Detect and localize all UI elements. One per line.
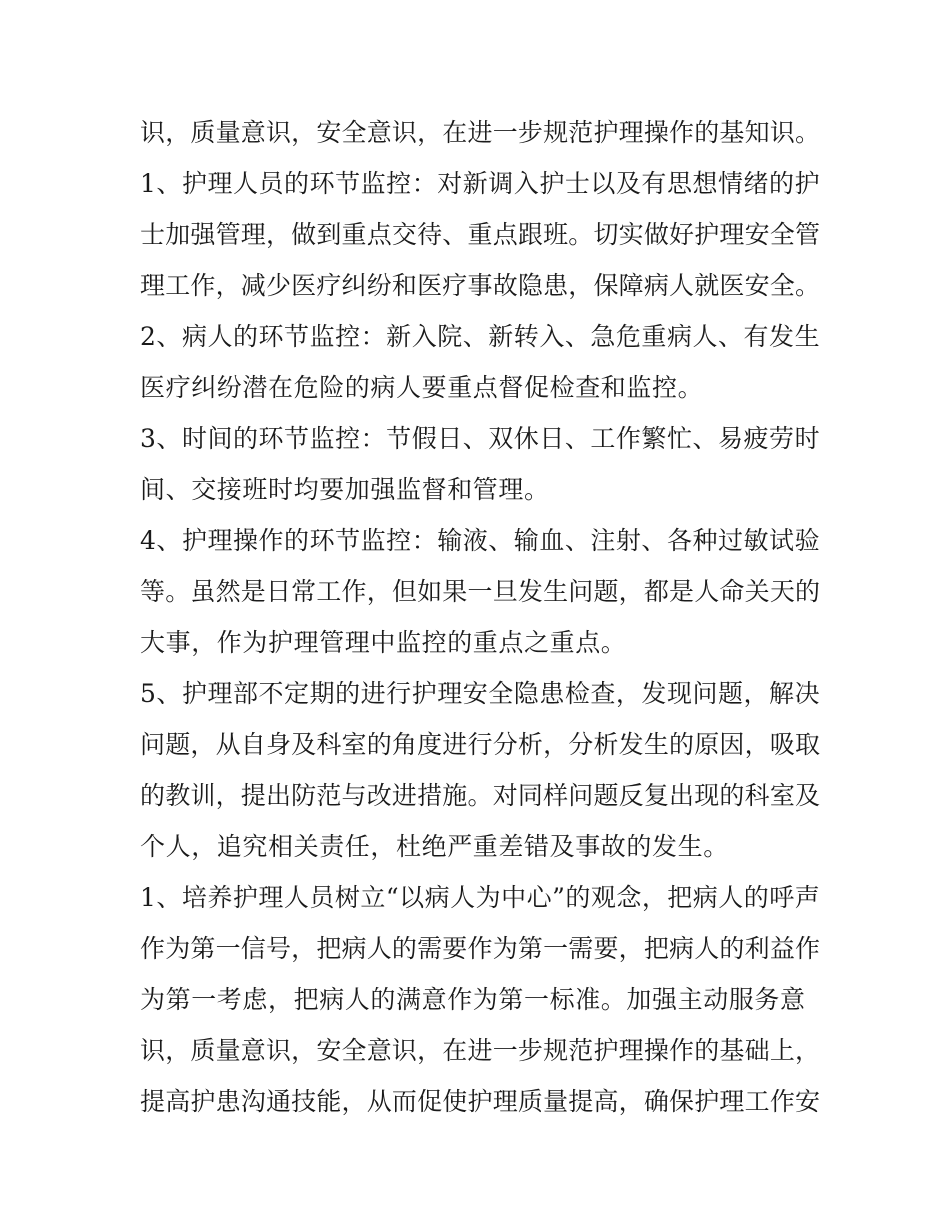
text-line: 1、培养护理人员树立“以病人为中心”的观念，把病人的呼声	[140, 883, 821, 912]
text-line: 提高护患沟通技能，从而促使护理质量提高，确保护理工作安	[140, 1087, 821, 1116]
text-line: 个人，追究相关责任，杜绝严重差错及事故的发生。	[140, 832, 729, 861]
text-line: 作为第一信号，把病人的需要作为第一需要，把病人的利益作	[140, 934, 821, 963]
text-line: 为第一考虑，把病人的满意作为第一标准。加强主动服务意	[140, 985, 806, 1014]
text-line: 理工作，减少医疗纠纷和医疗事故隐患，保障病人就医安全。	[140, 271, 821, 300]
text-line: 识，质量意识，安全意识，在进一步规范护理操作的基知识。	[140, 118, 821, 147]
text-line: 4、护理操作的环节监控：输液、输血、注射、各种过敏试验	[140, 526, 821, 555]
text-line: 间、交接班时均要加强监督和管理。	[140, 475, 550, 504]
body-text	[140, 107, 820, 1127]
text-line: 问题，从自身及科室的角度进行分析，分析发生的原因，吸取	[140, 730, 821, 759]
text-line: 1、护理人员的环节监控：对新调入护士以及有思想情绪的护	[140, 169, 821, 198]
text-line: 医疗纠纷潜在危险的病人要重点督促检查和监控。	[140, 373, 704, 402]
text-line: 识，质量意识，安全意识，在进一步规范护理操作的基础上，	[140, 1036, 821, 1065]
text-line: 2、病人的环节监控：新入院、新转入、急危重病人、有发生	[140, 322, 821, 351]
text-line: 士加强管理，做到重点交待、重点跟班。切实做好护理安全管	[140, 220, 821, 249]
text-line: 的教训，提出防范与改进措施。对同样问题反复出现的科室及	[140, 781, 821, 810]
text-line: 3、时间的环节监控：节假日、双休日、工作繁忙、易疲劳时	[140, 424, 821, 453]
text-line: 大事，作为护理管理中监控的重点之重点。	[140, 628, 627, 657]
text-line: 5、护理部不定期的进行护理安全隐患检查，发现问题，解决	[140, 679, 821, 708]
text-line: 等。虽然是日常工作，但如果一旦发生问题，都是人命关天的	[140, 577, 821, 606]
